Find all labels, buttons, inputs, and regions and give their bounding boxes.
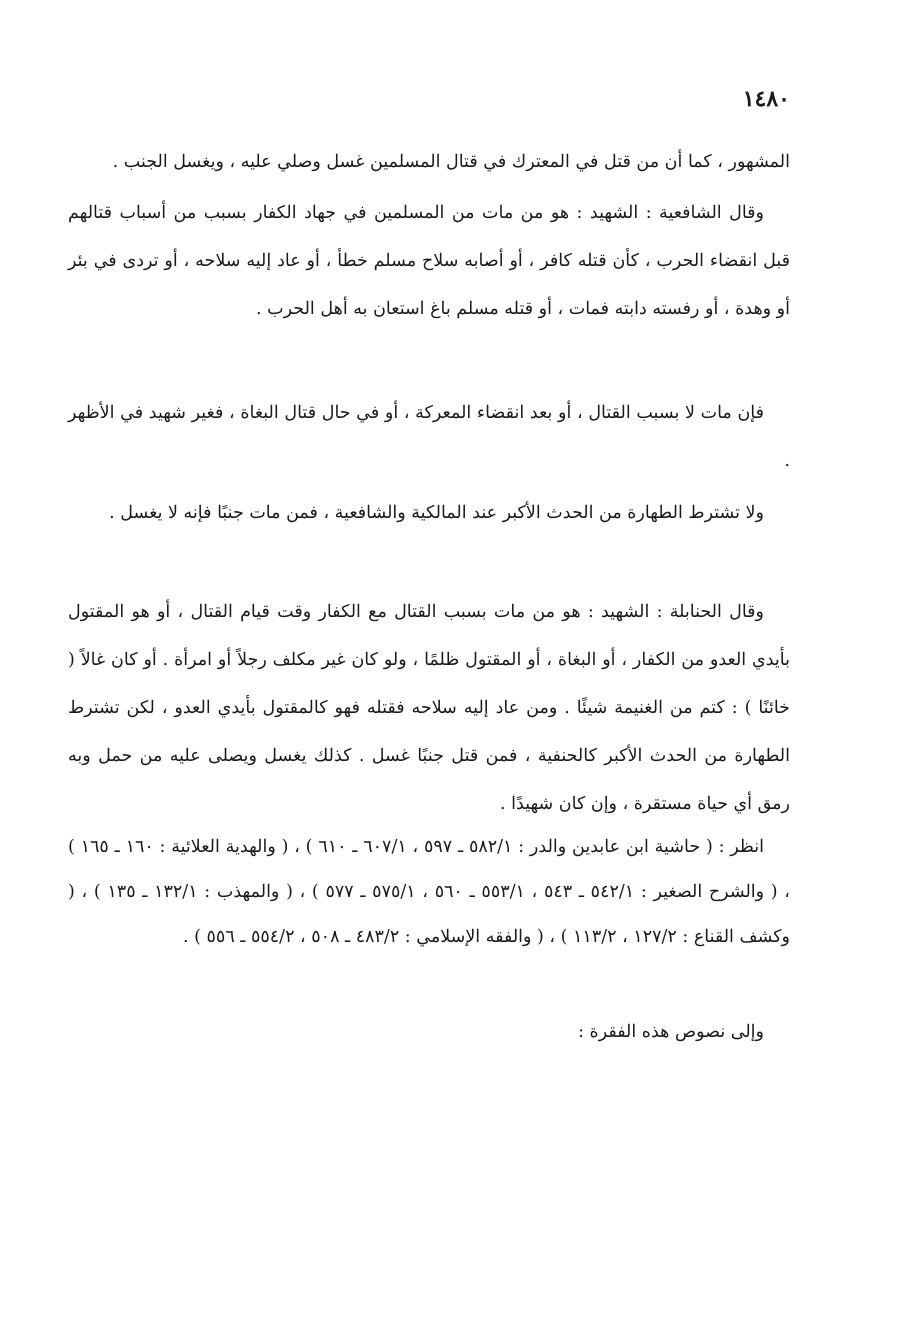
paragraph-shafii-definition: وقال الشافعية : الشهيد : هو من مات من المسلمين في جهاد الكفار بسبب من أسباب قتالهم قبل انقضاء الحرب ، كأن قتله كافر ، أو أصابه سلاح مسلم خطأ ، أو عاد إليه سلاحه ، أو تردى في بئر أو وهدة ، أو رفسته دابته فمات ، أو قتله مسلم باغ استعان به أهل الحرب . — [68, 203, 790, 319]
paragraph-texts-intro: وإلى نصوص هذه الفقرة : — [578, 1022, 764, 1042]
paragraph-maliki-conclusion: المشهور ، كما أن من قتل في المعترك في قتال المسلمين غسل وصلي عليه ، ويغسل الجنب . — [112, 152, 790, 172]
paragraph-references: انظر : ( حاشية ابن عابدين والدر : ٥٨٢/١ ـ ٥٩٧ ، ٦٠٧/١ ـ ٦١٠ ) ، ( والهدية العلائية : ١٦٠ ـ ١٦٥ ) ، ( والشرح الصغير : ٥٤٢/١ ـ ٥٤٣ ، ٥٥٣/١ ـ ٥٦٠ ، ٥٧٥/١ ـ ٥٧٧ ) ، ( والمهذب : ١٣٢/١ ـ ١٣٥ ) ، ( وكشف القناع : ١٢٧/٢ ، ١١٣/٢ ) ، ( والفقه الإسلامي : ٤٨٣/٢ ـ ٥٠٨ ، ٥٥٤/٢ ـ ٥٥٦ ) . — [68, 837, 790, 947]
paragraph-hanbali-definition: وقال الحنابلة : الشهيد : هو من مات بسبب القتال مع الكفار وقت قيام القتال ، أو هو المقتول بأيدي العدو من الكفار ، أو البغاة ، أو المقتول ظلمًا ، ولو كان غير مكلف رجلاً أو امرأة . أو كان غالاً ( خائنًا ) : كتم من الغنيمة شيئًا . ومن عاد إليه سلاحه فقتله فهو كالمقتول بأيدي العدو ، لكن تشترط الطهارة من الحدث الأكبر كالحنفية ، فمن قتل جنبًا غسل . كذلك يغسل ويصلى عليه من حمل وبه رمق أي حياة مستقرة ، وإن كان شهيدًا . — [68, 602, 790, 814]
page-number: ١٤٨٠ — [742, 86, 790, 112]
paragraph-shafii-exceptions: فإن مات لا بسبب القتال ، أو بعد انقضاء المعركة ، أو في حال قتال البغاة ، فغير شهيد في الأظهر . — [68, 403, 790, 471]
paragraph-purity-condition: ولا تشترط الطهارة من الحدث الأكبر عند المالكية والشافعية ، فمن مات جنبًا فإنه لا يغسل . — [109, 503, 764, 523]
